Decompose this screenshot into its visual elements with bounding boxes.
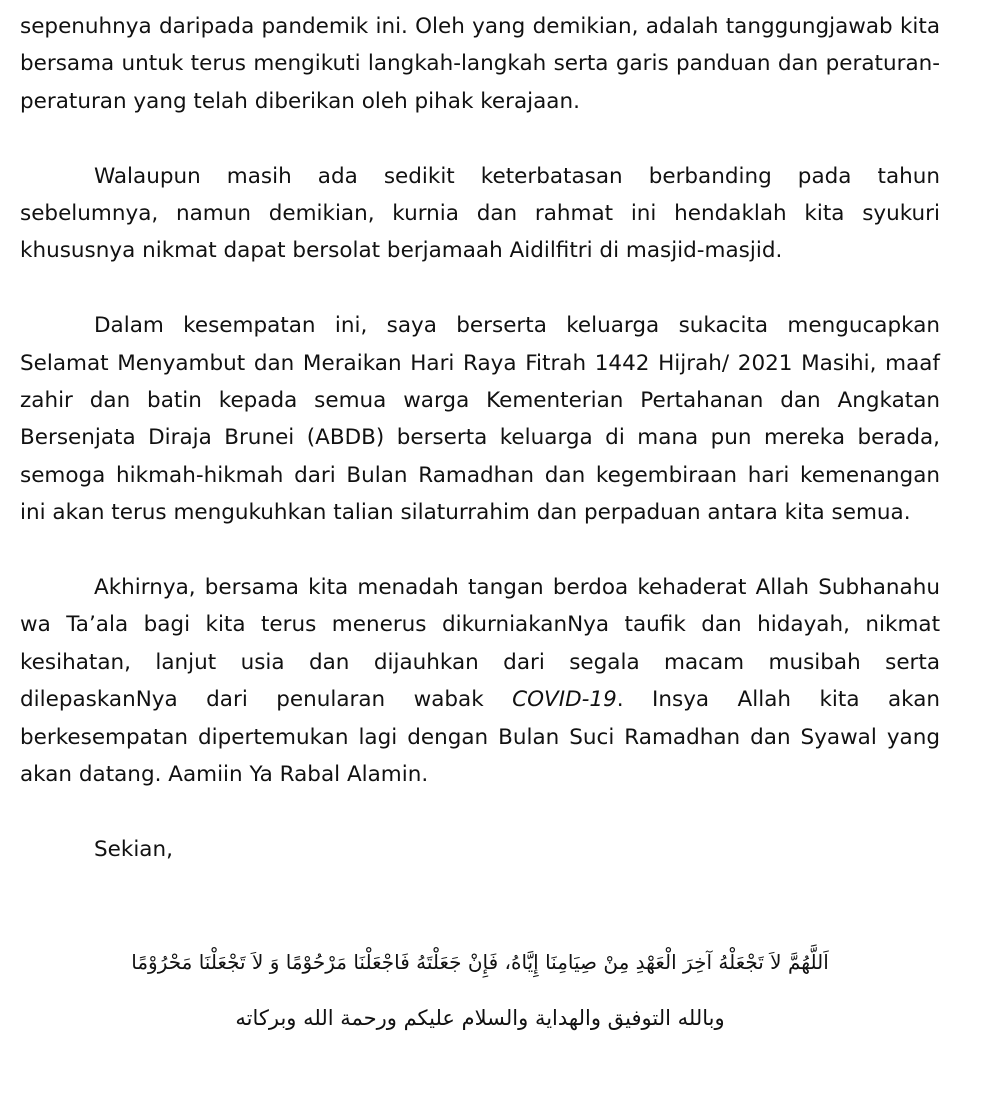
paragraph-spacer <box>20 532 940 569</box>
paragraph-spacer <box>20 793 940 830</box>
closing-spacer <box>20 868 940 942</box>
paragraph-spacer <box>20 270 940 307</box>
paragraph-gratitude: Walaupun masih ada sedikit keterbatasan berbanding pada tahun sebelumnya, namun demikian, kurnia dan rahmat ini hendaklah kita syukuri khususnya nikmat dapat bersolat berjamaah Aidilfitri di masjid-masjid. <box>20 163 940 264</box>
paragraph-continuation: sepenuhnya daripada pandemik ini. Oleh yang demikian, adalah tanggungjawab kita bersama untuk terus mengikuti langkah-langkah serta garis panduan dan peraturan-peraturan yang telah diberikan oleh pihak kerajaan. <box>20 14 940 114</box>
paragraph-spacer <box>20 120 940 157</box>
arabic-salam-line: وبالله التوفيق والهداية والسلام عليكم ورحمة الله وبركاته <box>235 1006 725 1031</box>
arabic-prayer-line: اَللَّهُمَّ لاَ تَجْعَلْهُ آخِرَ الْعَهْدِ مِنْ صِيَامِنَا إِيَّاهُ، فَإِنْ جَعَلْتَهُ فَاجْعَلْنَا مَرْحُوْمًا وَ لاَ تَجْعَلْنَا مَحْرُوْمًا <box>131 950 829 975</box>
arabic-spacer <box>20 982 940 998</box>
closing-text: Sekian, <box>94 836 173 862</box>
paragraph-prayer-text-start: Akhirnya, bersama kita menadah tangan berdoa kehaderat Allah Subhanahu wa Ta’ala bagi kita terus menerus dikurniakanNya taufik dan hidayah, nikmat kesihatan, lanjut usia dan dijauhkan dari segala macam musibah serta dilepaskanNya dari penularan wabak <box>20 575 940 713</box>
document-page <box>20 8 940 1038</box>
paragraph-prayer-text-end: . Insya Allah kita akan berkesempatan dipertemukan lagi dengan Bulan Suci Ramadhan dan Syawal yang akan datang. Aamiin Ya Rabal Alamin. <box>20 687 940 788</box>
paragraph-prayer <box>20 569 940 793</box>
paragraph-greetings: Dalam kesempatan ini, saya berserta keluarga sukacita mengucapkan Selamat Menyambut dan Meraikan Hari Raya Fitrah 1442 Hijrah/ 2021 Masihi, maaf zahir dan batin kepada semua warga Kementerian Pertahanan dan Angkatan Bersenjata Diraja Brunei (ABDB) berserta keluarga di mana pun mereka berada, semoga hikmah-hikmah dari Bulan Ramadhan dan kegembiraan hari kemenangan ini akan terus mengukuhkan talian silaturrahim dan perpaduan antara kita semua. <box>20 313 940 526</box>
covid-term: COVID-19 <box>512 687 617 713</box>
